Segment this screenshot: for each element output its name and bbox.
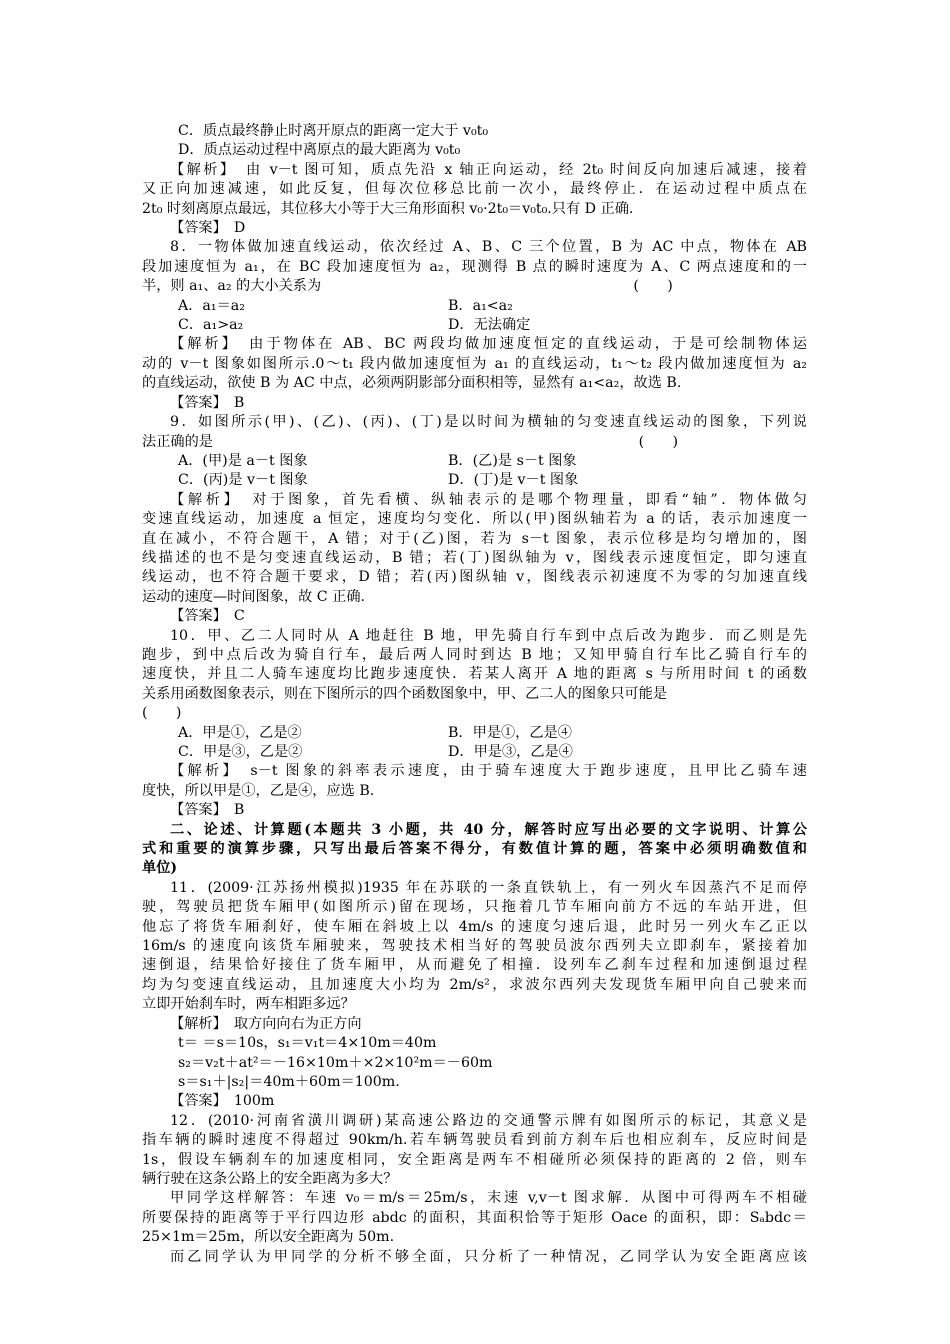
q9-analysis-line: 运动的速度—时间图象，故 C 正确. [142,588,366,605]
q10-option-a: A．甲是①，乙是② [178,724,302,741]
q10-options-row [142,743,807,762]
q8-option-d: D．无法确定 [448,317,531,334]
q12-jia-line: 所要保持的距离等于平行四边形 abdc 的面积，其面积恰等于矩形 Oace 的面积，即：Sₐbdc＝ [142,1209,807,1226]
q9-options-row [142,471,807,490]
q7-analysis-line: 2t₀ 时刻离原点最远，其位移大小等于大三角形面积 v₀·2t₀＝v₀t₀.只有 D 正确. [142,200,634,217]
q11-equation: t＝ ＝s＝10s，s₁＝v₁t＝4×10m＝40m [178,1035,437,1052]
q7-analysis-line: 【解析】 由 v－t 图可知，质点先沿 x 轴正向运动，经 2t₀ 时间反向加速后减速，接着 [170,161,807,178]
q11-answer: 【答案】 100m [170,1093,275,1110]
q11-stem-line: 立即开始刹车时，两车相距多远？ [142,996,355,1013]
document-page [142,122,807,1267]
q11-stem-line: 速倒退，结果恰好接住了货车厢甲，从而避免了相撞．设列车乙刹车过程和加速倒退过程 [142,957,807,974]
section-heading: 二、论述、计算题(本题共 3 小题，共 40 分，解答时应写出必要的文字说明、计算公 [170,821,807,838]
q10-answer-bracket: ( ) [142,705,182,722]
q9-analysis-line: 线运动，也不符合题干要求，D 错；若(丙)图纵轴 v，图线表示初速度不为零的匀加速直线 [142,569,807,586]
q8-option-c: C．a₁>a₂ [178,317,244,334]
q10-option-c: C．甲是③，乙是② [178,744,303,760]
q8-analysis-line: 动的 v－t 图象如图所示.0～t₁ 段内做加速度恒为 a₁ 的直线运动，t₁～t₂ 段内做加速度恒为 a₂ [142,355,807,372]
q11-stem-line: 均为匀变速直线运动，且加速度大小均为 2m/s²，求波尔西列夫发现货车厢甲向自己驶来而 [142,976,807,993]
q10-stem-line: 跑步，到中点后改为骑自行车，最后两人同时到达 B 地；又知甲骑自行车比乙骑自行车的 [142,646,807,663]
q11-stem-line: 16m/s 的速度向该货车厢驶来，驾驶技术相当好的驾驶员波尔西列夫立即刹车，紧接着加 [142,938,807,955]
q7-option-c: C．质点最终静止时离开原点的距离一定大于 v₀t₀ [178,123,489,139]
q12-stem-line: 指车辆的瞬时速度不得超过 90km/h.若车辆驾驶员看到前方刹车后也相应刹车，反应时间是 [142,1132,807,1149]
q9-option-c: C．(丙)是 v－t 图象 [178,472,308,489]
q10-analysis-line: 度快，所以甲是①，乙是④，应选 B. [142,782,375,799]
q10-analysis-line: 【解析】 s－t 图象的斜率表示速度，由于骑车速度大于跑步速度，且甲比乙骑车速 [170,763,807,780]
q7-option-d: D．质点运动过程中离原点的最大距离为 v₀t₀ [178,142,461,159]
q12-stem-line: 1s，假设车辆刹车的加速度相同，安全距离是两车不相碰所必须保持的距离的 2 倍，则车 [142,1151,807,1168]
q9-stem-line: 法正确的是 ( ) [142,433,679,450]
q8-stem-line: 8．一物体做加速直线运动，依次经过 A、B、C 三个位置，B 为 AC 中点，物体在 AB [170,239,807,256]
q9-analysis-line: 直在减小，不符合题干，A 错；对于(乙)图，若为 s－t 图象，表示位移是均匀增加的，图 [142,530,807,547]
q9-option-d: D．(丁)是 v－t 图象 [448,472,579,489]
q8-answer: 【答案】 B [170,394,245,411]
q12-jia-line: 25×1m＝25m，所以安全距离为 50m. [142,1229,395,1246]
q11-stem-line: 11．(2009·江苏扬州模拟)1935 年在苏联的一条直铁轨上，有一列火车因蒸汽不足而停 [170,879,807,896]
q11-analysis-line: 【解析】 取方向向右为正方向 [170,1015,362,1032]
q8-stem-line: 半，则 a₁、a₂ 的大小关系为 ( ) [142,278,673,295]
q9-options-row [142,452,807,471]
q11-stem-line: 驶，驾驶员把货车厢甲(如图所示)留在现场，只拖着几节车厢向前方不远的车站开进，但 [142,899,807,916]
q10-stem-line: 10．甲、乙二人同时从 A 地赶往 B 地，甲先骑自行车到中点后改为跑步．而乙则是先 [170,627,807,644]
q10-option-d: D．甲是③，乙是④ [448,744,573,760]
q10-options-row [142,724,807,743]
section-heading: 式和重要的演算步骤，只写出最后答案不得分，有数值计算的题，答案中必须明确数值和 [142,841,807,858]
q9-analysis-line: 线描述的也不是匀变速直线运动，B 错；若(丁)图纵轴为 v，图线表示速度恒定，即匀速直 [142,549,807,566]
q12-stem-line: 12．(2010·河南省潢川调研)某高速公路边的交通警示牌有如图所示的标记，其意义是 [170,1112,807,1129]
q8-analysis-line: 的直线运动，欲使 B 为 AC 中点，必须两阴影部分面积相等，显然有 a₁<a₂，故选 B. [142,375,682,392]
q9-analysis-line: 变速直线运动，加速度 a 恒定，速度均匀变化．所以(甲)图纵轴若为 a 的话，表示加速度一 [142,511,807,528]
q9-analysis-line: 【解析】 对于图象，首先看横、纵轴表示的是哪个物理量，即看“轴”．物体做匀 [170,491,807,508]
q10-stem-line: 关系用函数图象表示，则在下图所示的四个函数图象中，甲、乙二人的图象只可能是 [142,685,667,702]
q9-option-a: A．(甲)是 a－t 图象 [178,452,308,469]
q9-stem-line: 9．如图所示(甲)、(乙)、(丙)、(丁)是以时间为横轴的匀变速直线运动的图象，下列说 [170,414,807,431]
q7-analysis-line: 又正向加速减速，如此反复，但每次位移总比前一次小，最终停止．在运动过程中质点在 [142,181,807,198]
q8-option-b: B．a₁<a₂ [448,297,513,314]
q7-answer: 【答案】 D [170,220,246,237]
q12-stem-line: 辆行驶在这条公路上的安全距离为多大？ [142,1170,398,1187]
q9-option-b: B．(乙)是 s－t 图象 [448,452,577,469]
q9-answer: 【答案】 C [170,608,245,625]
q11-equation: s＝s₁＋|s₂|＝40m＋60m＝100m. [178,1073,400,1090]
q8-options-row [142,316,807,335]
q10-answer: 【答案】 B [170,802,245,819]
section-heading: 单位) [142,860,178,877]
q8-option-a: A．a₁＝a₂ [178,297,245,314]
q8-stem-line: 段加速度恒为 a₁，在 BC 段加速度恒为 a₂，现测得 B 点的瞬时速度为 A、C 两点速度和的一 [142,258,807,275]
q10-stem-line: 速度快，并且二人骑车速度均比跑步速度快．若某人离开 A 地的距离 s 与所用时间 t 的函数 [142,666,807,683]
q12-yi-line: 而乙同学认为甲同学的分析不够全面，只分析了一种情况，乙同学认为安全距离应该 [170,1248,807,1265]
q8-analysis-line: 【解析】 由于物体在 AB、BC 两段均做加速度恒定的直线运动，于是可绘制物体运 [170,336,807,353]
q10-option-b: B．甲是①，乙是④ [448,724,572,741]
q8-options-row [142,297,807,316]
q11-stem-line: 他忘了将货车厢刹好，使车厢在斜坡上以 4m/s 的速度匀速后退，此时另一列火车乙正以 [142,918,807,935]
q12-jia-line: 甲同学这样解答：车速 v₀＝m/s＝25m/s，末速 v,v－t 图求解．从图中可得两车不相碰 [170,1190,807,1207]
q11-equation: s₂＝v₂t＋at²＝－16×10m＋×2×10²m＝－60m [178,1054,493,1071]
